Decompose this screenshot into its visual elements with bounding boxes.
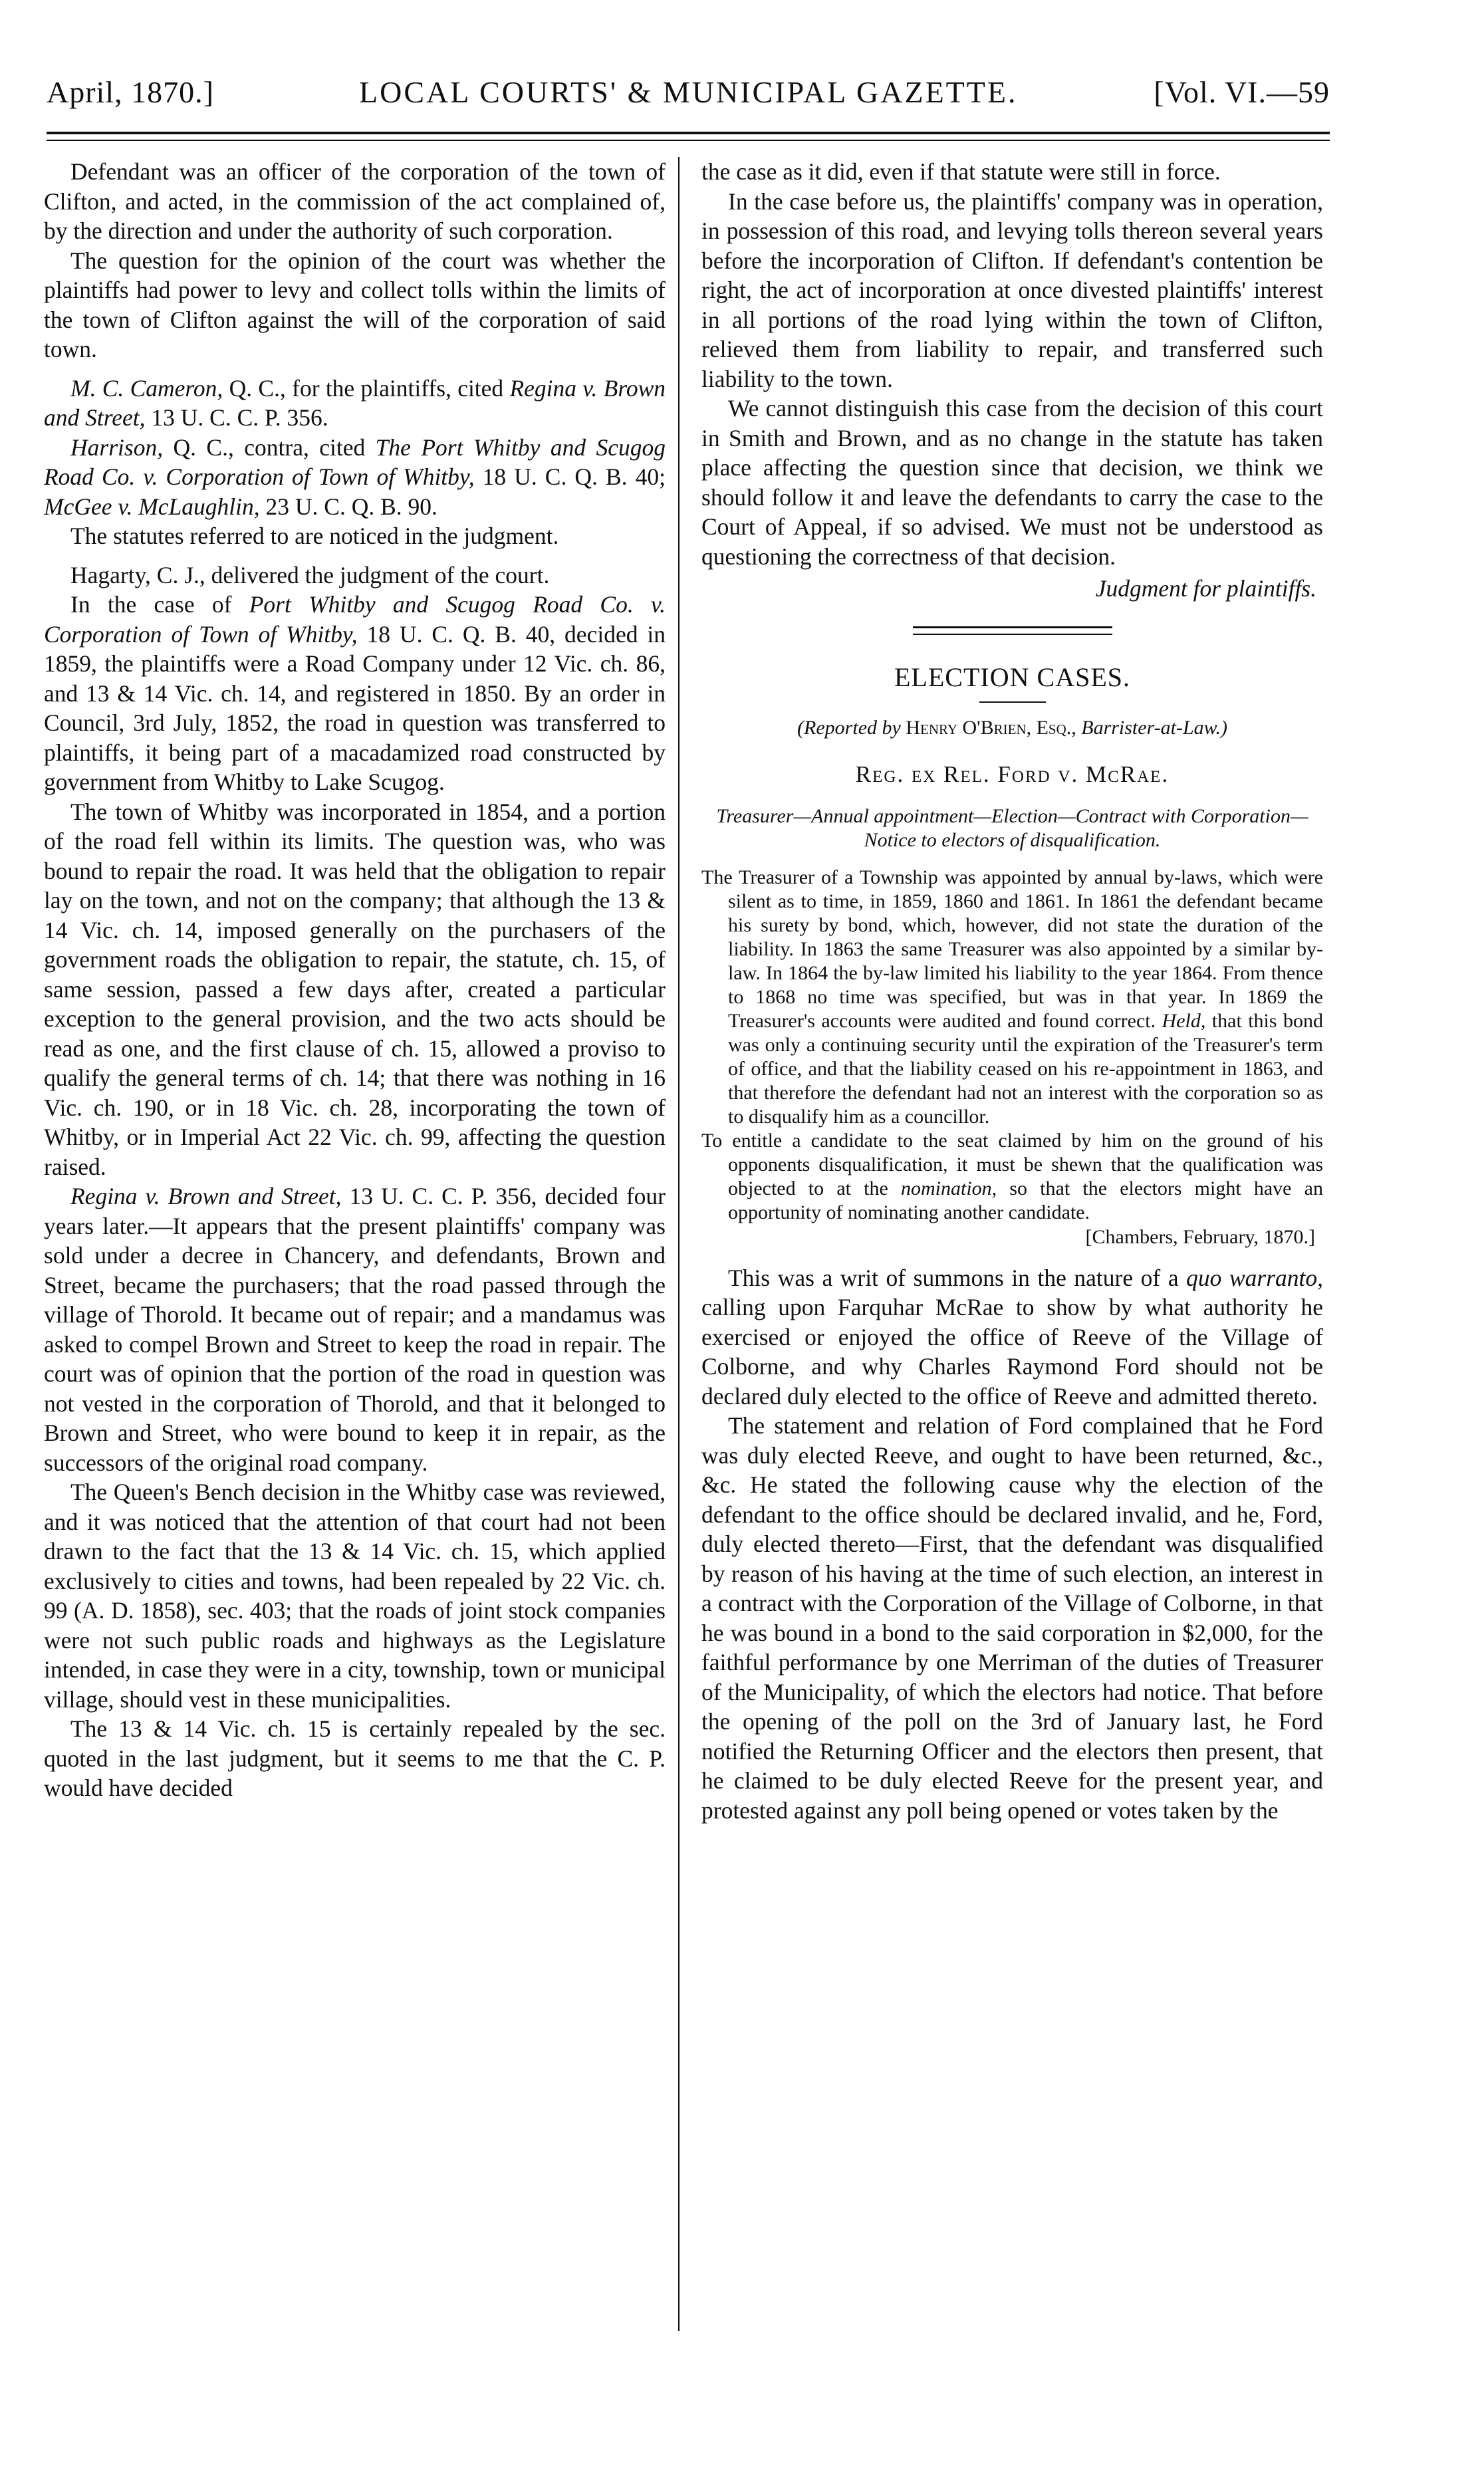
paragraph: In the case of Port Whitby and Scugog Road Co. v. Corporation of Town of Whitby, 18 U. C. Q. B. 40, decided in 1859, the plaintiffs were a Road Company under 12 Vic. ch. 86, and 13 & 14 Vic. ch. 14, and registered in 1850. By an order in Council, 3rd July, 1852, the road in question was transferred to plaintiffs, it being part of a macadamized road constructed by government from Whitby to Lake Scugog. <box>44 591 666 795</box>
section-separator <box>913 626 1112 628</box>
counsel-name: Harrison, <box>70 433 164 461</box>
case-name: Port Whitby and Scugog Road Co. v. Corporation of Town of Whitby, <box>44 591 666 648</box>
left-column <box>44 157 666 1803</box>
section-separator <box>913 634 1112 635</box>
paragraph: The statutes referred to are noticed in the judgment. <box>70 523 559 549</box>
case-name: Regina v. Brown and Street, <box>44 374 666 431</box>
header-rule-thin <box>47 140 1330 141</box>
paragraph: The 13 & 14 Vic. ch. 15 is certainly repealed by the sec. quoted in the last judgment, but it seems to me that the C. P. would have decided <box>44 1715 666 1801</box>
paragraph: The town of Whitby was incorporated in 1854, and a portion of the road fell within its limits. The question was, who was bound to repair the road. It was held that the obligation to repair lay on the town, and not on the company; that although the 13 & 14 Vic. ch. 14, imposed generally on the purchasers of the government roads the obligation to repair, the statute, ch. 15, of same session, passed a few days after, created a particular exception to the general provision, and the two acts should be read as one, and the first clause of ch. 15, allowed a proviso to qualify the general terms of ch. 14; that there was nothing in 16 Vic. ch. 190, or in 18 Vic. ch. 28, incorporating the town of Whitby, or in Imperial Act 22 Vic. ch. 99, affecting the question raised. <box>44 798 666 1180</box>
paragraph: Hagarty, C. J., delivered the judgment of the court. <box>70 561 550 588</box>
court-citation: [Chambers, February, 1870.] <box>1085 1225 1315 1248</box>
judgment-line: Judgment for plaintiffs. <box>1095 575 1316 602</box>
headnote: Treasurer—Annual appointment—Election—Contract with Corporation—Notice to electors of disqualification. <box>716 804 1308 851</box>
case-body <box>701 1263 1323 1826</box>
paragraph: The question for the opinion of the court was whether the plaintiffs had power to levy and collect tolls within the limits of the town of Clifton against the will of the corporation of said town. <box>44 247 666 362</box>
section-title: ELECTION CASES. <box>894 662 1130 692</box>
header-title: LOCAL COURTS' & MUNICIPAL GAZETTE. <box>359 75 1018 109</box>
case-name: The Port Whitby and Scugog Road Co. v. Corporation of Town of Whitby, <box>44 433 666 490</box>
paragraph: the case as it did, even if that statute were still in force. <box>701 158 1221 185</box>
title-rule <box>979 701 1046 703</box>
paragraph: Harrison, Q. C., contra, cited The Port Whitby and Scugog Road Co. v. Corporation of Town of Whitby, 18 U. C. Q. B. 40; McGee v. McLaughlin, 23 U. C. Q. B. 90. <box>44 433 666 520</box>
header-date: April, 1870.] <box>47 75 214 109</box>
paragraph: This was a writ of summons in the nature of a quo warranto, calling upon Farquhar McRae to show by what authority he exercised or enjoyed the office of Reeve of the Village of Colborne, and why Charles Raymond Ford should not be declared duly elected to the office of Reeve and admitted thereto. <box>701 1264 1323 1410</box>
header-rule-thick <box>47 132 1330 134</box>
header-volume: [Vol. VI.—59 <box>1154 75 1330 109</box>
paragraph: We cannot distinguish this case from the decision of this court in Smith and Brown, and as no change in the statute has taken place affecting the question since that decision, we think we should follow it and leave the defendants to carry the case to the Court of Appeal, if so advised. We must not be understood as questioning the correctness of that decision. <box>701 395 1323 570</box>
syllabus <box>701 866 1323 1225</box>
case-name: Regina v. Brown and Street, <box>70 1183 342 1209</box>
paragraph: Defendant was an officer of the corporation of the town of Clifton, and acted, in the commission of the act complained of, by the direction and under the authority of such corporation. <box>44 158 666 244</box>
syllabus-paragraph: The Treasurer of a Township was appointed by annual by-laws, which were silent as to time, in 1859, 1860 and 1861. In 1861 the defendant became his surety by bond, which, however, did not state the duration of the liability. In 1863 the same Treasurer was also appointed by a similar by-law. In 1864 the by-law limited his liability to the year 1864. From thence to 1868 no time was specified, but was in that year. In 1869 the Treasurer's accounts were audited and found correct. Held, that this bond was only a continuing security until the expiration of the Treasurer's term of office, and that the liability ceased on his re-appointment in 1863, and that therefore the defendant had not an interest with the corporation so as to disqualify him as a councillor. <box>701 866 1323 1128</box>
paragraph: In the case before us, the plaintiffs' company was in operation, in possession of this road, and levying tolls thereon several years before the incorporation of Clifton. If defendant's contention be right, the act of incorporation at once divested plaintiffs' interest in all portions of the road lying within the town of Clifton, relieved them from liability to repair, and transferred such liability to the town. <box>701 187 1323 392</box>
case-name: McGee v. McLaughlin, <box>44 493 260 520</box>
paragraph: The statement and relation of Ford complained that he Ford was duly elected Reeve, and ought to have been returned, &c., &c. He stated the following cause why the election of the defendant to the office should be declared invalid, and he, Ford, duly elected thereto—First, that the defendant was disqualified by reason of his having at the time of such election, an interest in a contract with the Corporation of the Village of Colborne, in that he was bound in a bond to the said corporation in $2,000, for the faithful performance by one Merriman of the duties of Treasurer of the Municipality, of which the electors had notice. That before the opening of the poll on the 3rd of January last, he Ford notified the Returning Officer and the electors then present, that he claimed to be duly elected Reeve for the present year, and protested against any poll being opened or votes taken by the <box>701 1412 1323 1824</box>
column-divider <box>678 157 680 2331</box>
syllabus-paragraph: To entitle a candidate to the seat claimed by him on the ground of his opponents disqualification, it must be shewn that the qualification was objected to at the nomination, so that the electors might have an opportunity of nominating another candidate. <box>701 1129 1323 1223</box>
paragraph: The Queen's Bench decision in the Whitby case was reviewed, and it was noticed that the attention of that court had not been drawn to the fact that the 13 & 14 Vic. ch. 15, which applied exclusively to cities and towns, had been repealed by 22 Vic. ch. 99 (A. D. 1858), sec. 403; that the roads of joint stock companies were not such public roads and highways as the Legislature intended, in case they were in a city, township, town or municipal village, should vest in these municipalities. <box>44 1479 666 1713</box>
case-title: Reg. ex Rel. Ford v. McRae. <box>855 761 1170 787</box>
page-header <box>47 74 1330 121</box>
counsel-name: M. C. Cameron, <box>70 374 223 402</box>
paragraph: M. C. Cameron, Q. C., for the plaintiffs, cited Regina v. Brown and Street, 13 U. C. C. P. 356. <box>44 374 666 431</box>
paragraph: Regina v. Brown and Street, 13 U. C. C. P. 356, decided four years later.—It appears that the present plaintiffs' company was sold under a decree in Chancery, and defendants, Brown and Street, became the purchasers; that the road passed through the village of Thorold. It became out of repair; and a mandamus was asked to compel Brown and Street to keep the road in repair. The court was of opinion that the portion of the road in question was not vested in the corporation of Thorold, and that it belonged to Brown and Street, who were bound to keep it in repair, as the successors of the original road company. <box>44 1183 666 1476</box>
reporter-line: (Reported by Henry O'Brien, Esq., Barrister-at-Law.) <box>797 717 1227 739</box>
right-column <box>701 157 1323 1825</box>
